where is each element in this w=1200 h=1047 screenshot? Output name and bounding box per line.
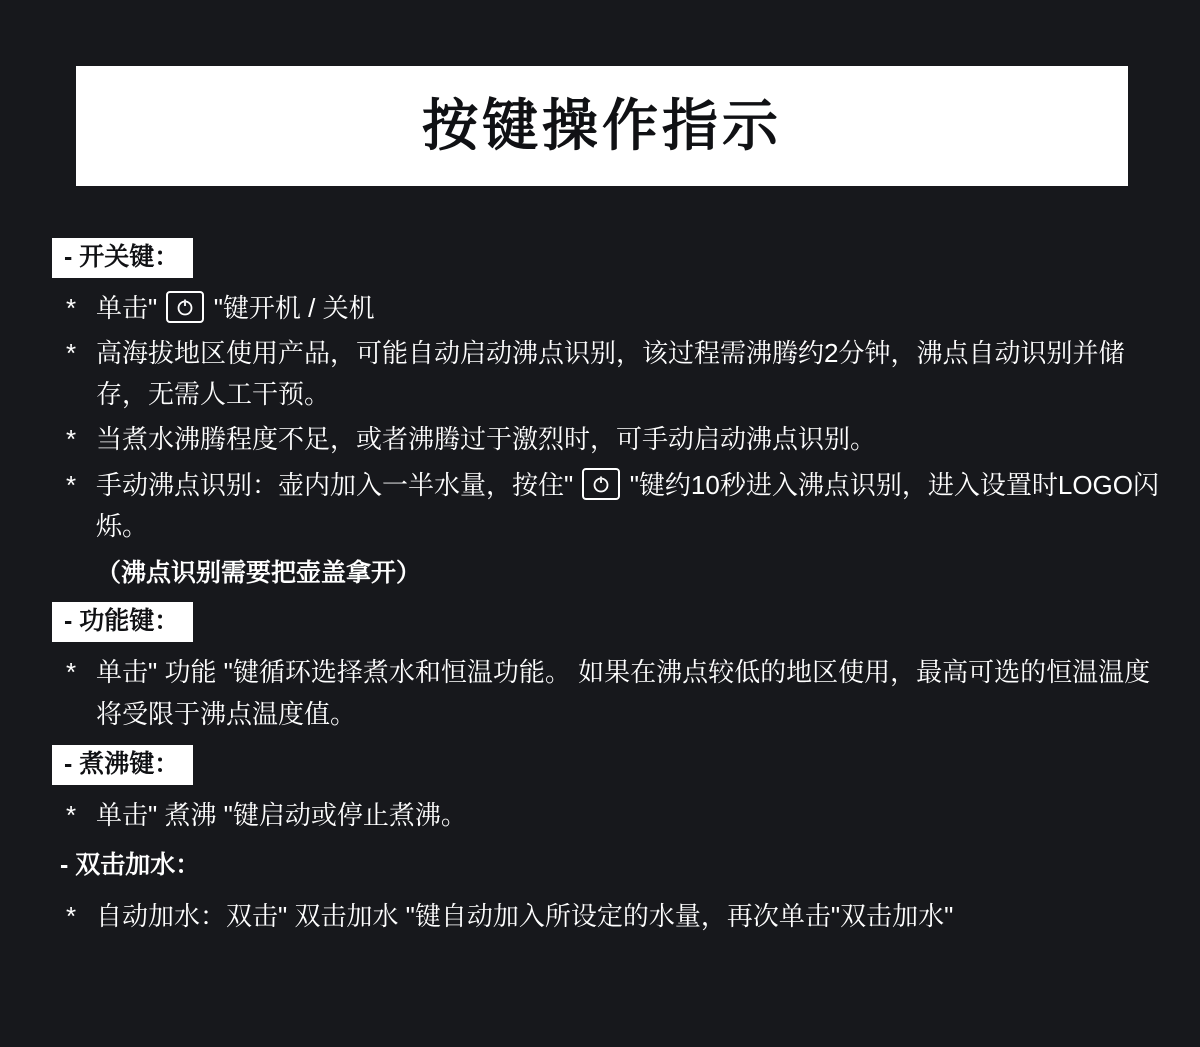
list-item-text: 单击" 功能 "键循环选择煮水和恒温功能。 如果在沸点较低的地区使用，最高可选的恒温温度将受限于沸点温度值。 — [96, 657, 1151, 729]
power-glyph — [591, 474, 611, 494]
list-item — [52, 333, 1162, 415]
list-item — [52, 288, 1162, 329]
section-heading: - 双击加水： — [60, 850, 201, 879]
bullet-marker: * — [66, 901, 77, 932]
bullet-list — [52, 795, 1162, 836]
list-item-text-pre: 单击" — [96, 293, 158, 324]
section-note: （沸点识别需要把壶盖拿开） — [96, 558, 422, 587]
content-area — [52, 238, 1162, 947]
section-function-key — [52, 602, 1162, 734]
bullet-list — [52, 288, 1162, 546]
section-heading: - 煮沸键： — [52, 745, 193, 785]
bullet-list — [52, 652, 1162, 734]
list-item-text: 当煮水沸腾程度不足，或者沸腾过于激烈时，可手动启动沸点识别。 — [96, 424, 877, 455]
list-item-text-post: "键开机 / 关机 — [213, 293, 375, 324]
section-boil-key — [52, 745, 1162, 836]
section-heading: - 功能键： — [52, 602, 193, 642]
page-title: 按键操作指示 — [422, 94, 782, 157]
list-item — [52, 896, 1162, 937]
section-heading: - 开关键： — [52, 238, 193, 278]
power-icon — [582, 468, 620, 500]
list-item-text-post: "键约10秒进入沸点识别，进入设置时LOGO闪烁。 — [96, 469, 1159, 541]
bullet-list — [52, 896, 1162, 937]
bullet-marker: * — [66, 424, 77, 455]
list-item — [52, 652, 1162, 734]
list-item-text: 单击" 煮沸 "键启动或停止煮沸。 — [96, 799, 467, 830]
list-item-text-pre: 手动沸点识别：壶内加入一半水量，按住" — [96, 469, 574, 500]
section-power-key — [52, 238, 1162, 592]
list-item-text: 高海拔地区使用产品，可能自动启动沸点识别，该过程需沸腾约2分钟，沸点自动识别并储存，无需人工干预。 — [96, 338, 1125, 410]
list-item — [52, 465, 1162, 547]
title-banner — [76, 66, 1128, 186]
bullet-marker: * — [66, 469, 77, 500]
list-item — [52, 419, 1162, 460]
bullet-marker: * — [66, 657, 77, 688]
bullet-marker: * — [66, 799, 77, 830]
section-double-click-water — [52, 846, 1162, 937]
bullet-marker: * — [66, 338, 77, 369]
power-icon — [166, 291, 204, 323]
bullet-marker: * — [66, 293, 77, 324]
power-glyph — [175, 297, 195, 317]
list-item — [52, 795, 1162, 836]
list-item-text: 自动加水：双击" 双击加水 "键自动加入所设定的水量，再次单击"双击加水" — [96, 901, 954, 932]
